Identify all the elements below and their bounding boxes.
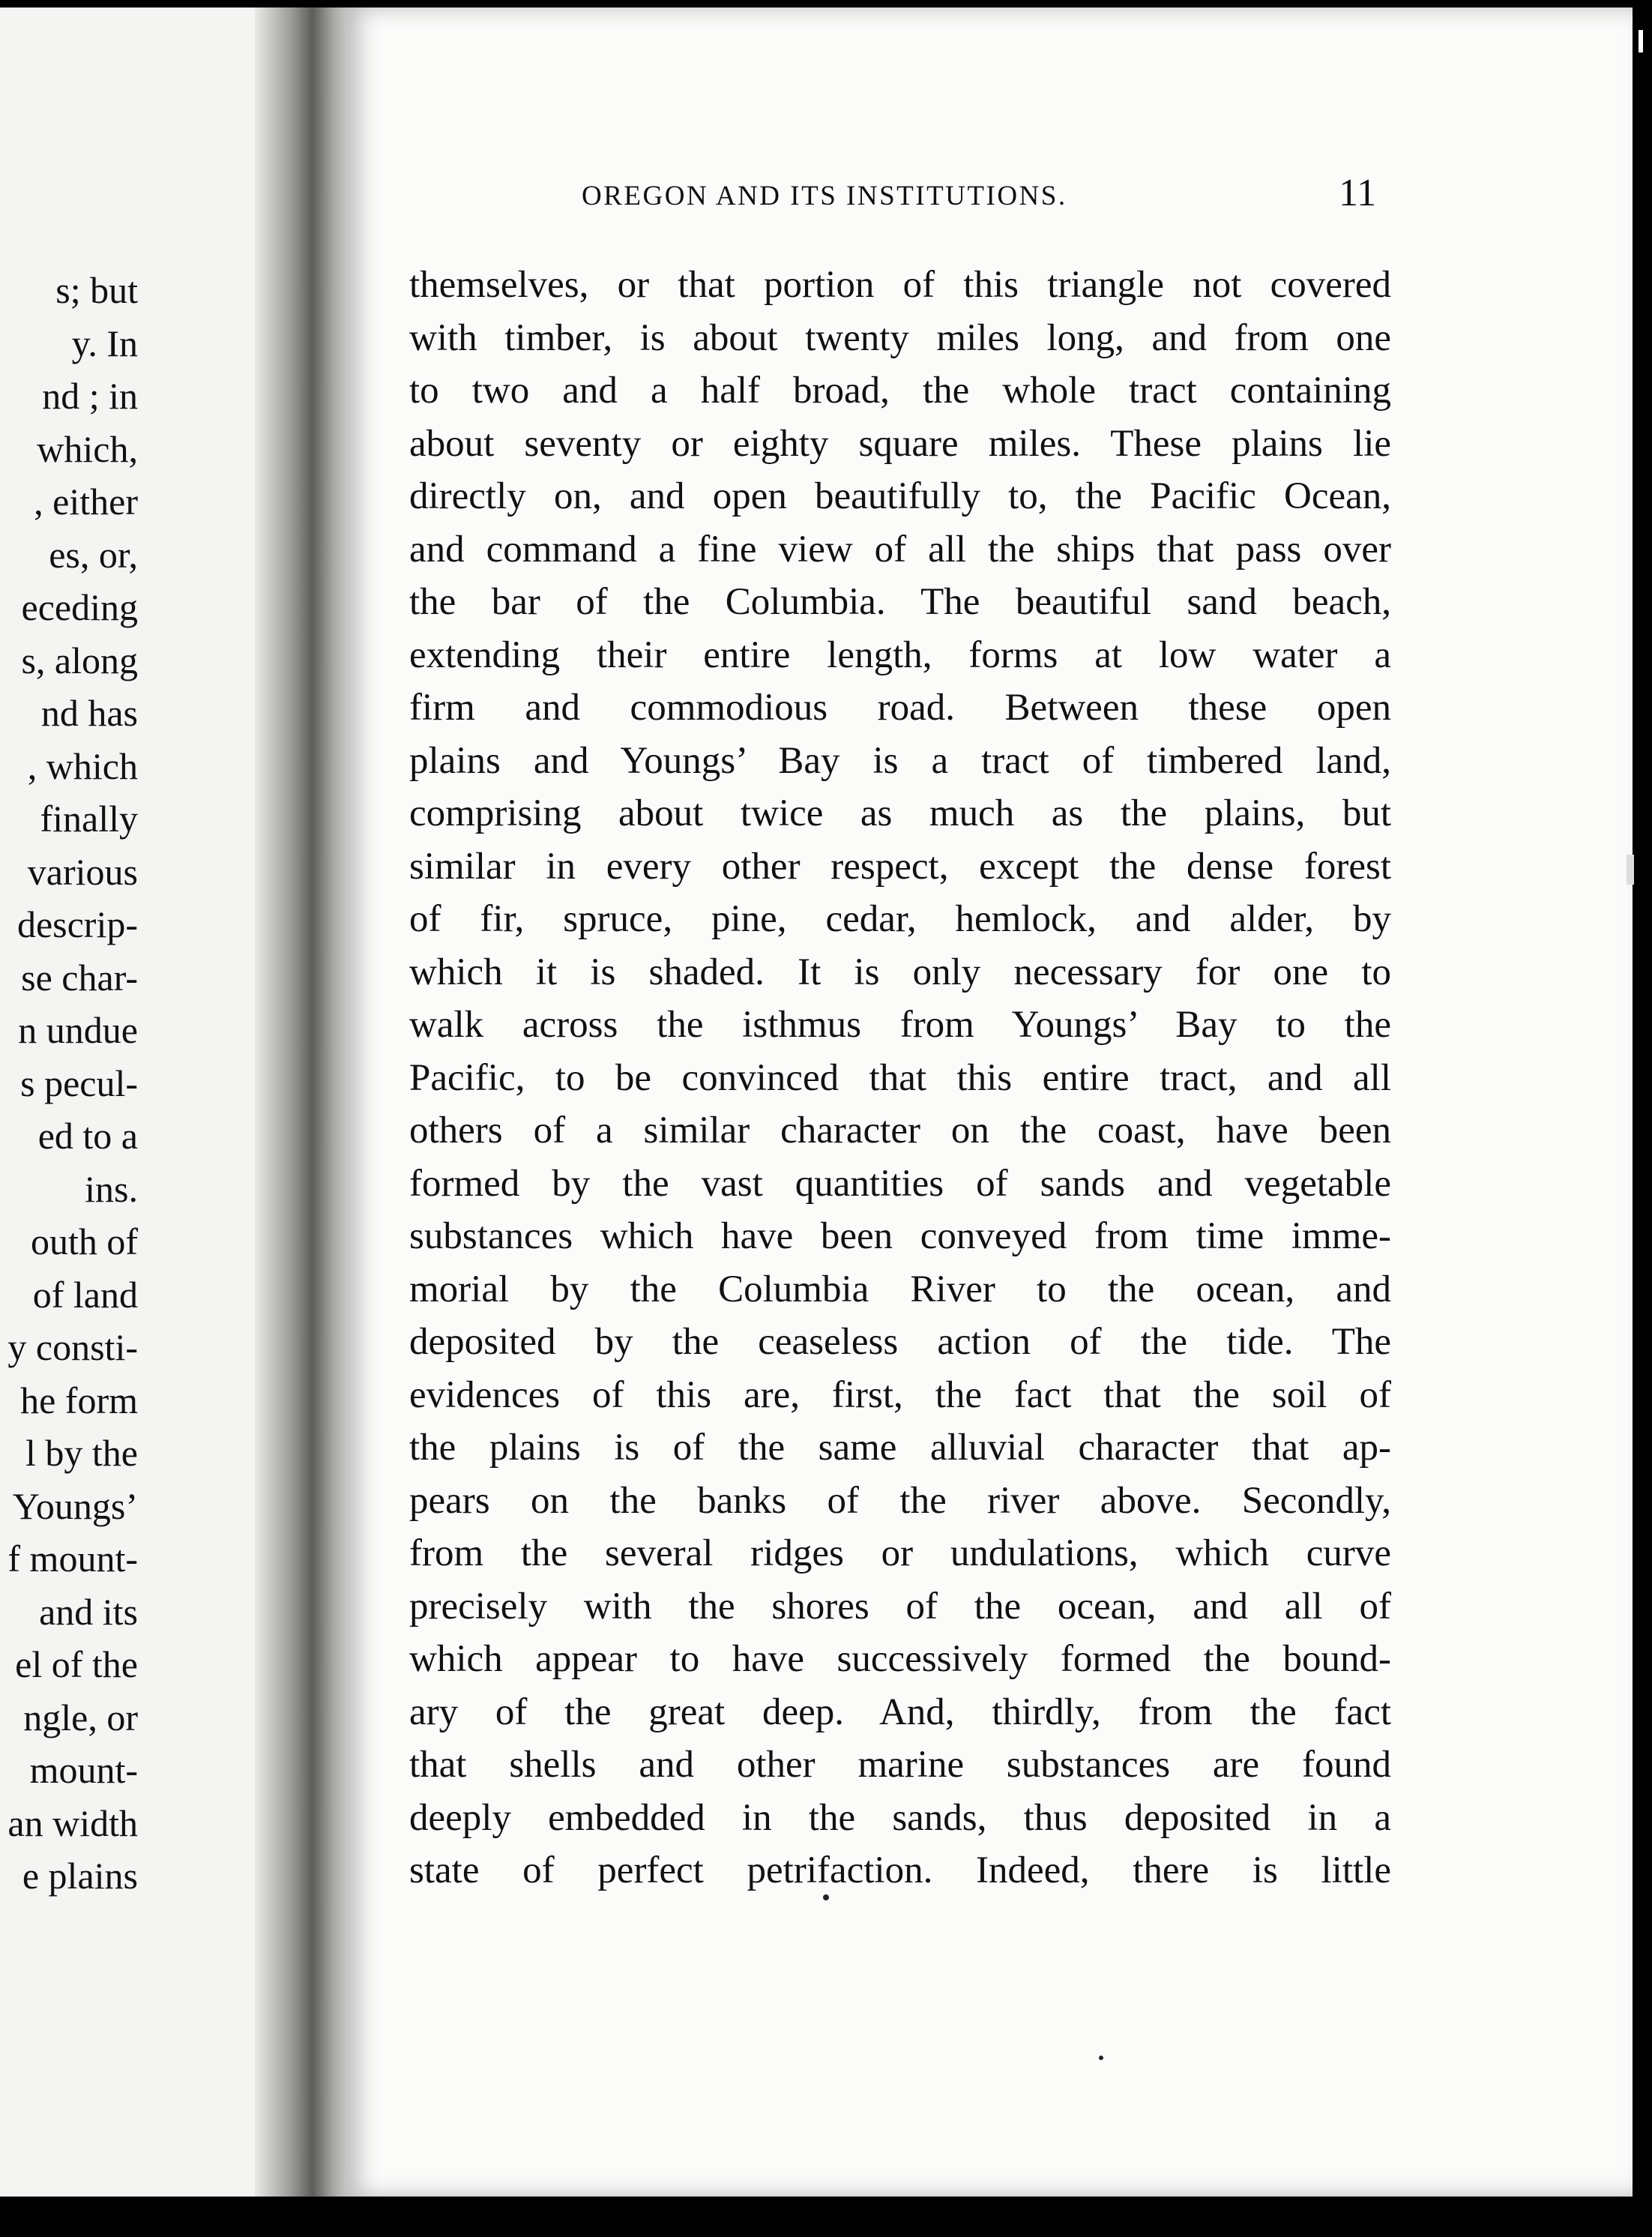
body-line: and command a fine view of all the ships that pass over: [409, 528, 1391, 570]
body-line: to two and a half broad, the whole tract containing: [409, 370, 1391, 412]
body-line: of fir, spruce, pine, cedar, hemlock, and alder, by: [409, 898, 1391, 940]
body-line: Pacific, to be convinced that this entire tract, and all: [409, 1056, 1391, 1099]
body-line: others of a similar character on the coast, have been: [409, 1110, 1391, 1151]
body-line: plains and Youngs’ Bay is a tract of timbered land,: [409, 739, 1391, 782]
left-page-line: se char-: [21, 956, 138, 999]
body-line: extending their entire length, forms at low water a: [409, 633, 1391, 676]
left-page-line: , either: [34, 481, 138, 523]
body-line: formed by the vast quantities of sands and vegetable: [409, 1162, 1391, 1205]
body-line: evidences of this are, first, the fact that the soil of: [409, 1373, 1391, 1416]
left-page-line: which,: [37, 427, 138, 470]
left-page-line: various: [27, 850, 138, 893]
body-line: precisely with the shores of the ocean, and all of: [409, 1585, 1391, 1628]
left-page-line: and its: [39, 1590, 138, 1633]
body-line: from the several ridges or undulations, which curve: [409, 1532, 1391, 1574]
left-page-line: descrip-: [16, 903, 138, 945]
body-line: firm and commodious road. Between these open: [409, 687, 1391, 729]
left-page-line: e plains: [22, 1855, 138, 1897]
page-number: 11: [1339, 172, 1377, 214]
body-line: about seventy or eighty square miles. These plains lie: [409, 422, 1391, 465]
body-line: directly on, and open beautifully to, the Pacific Ocean,: [409, 475, 1391, 517]
body-line: substances which have been conveyed from time imme-: [409, 1215, 1391, 1257]
body-line: similar in every other respect, except the dense forest: [409, 845, 1391, 888]
left-page-line: ngle, or: [23, 1696, 138, 1738]
scan-edge-mark: [1627, 855, 1634, 885]
left-page-line: mount-: [29, 1749, 138, 1791]
running-head: OREGON AND ITS INSTITUTIONS.: [582, 181, 1067, 211]
body-line: which it is shaded. It is only necessary for one to: [409, 951, 1391, 993]
body-text: [409, 259, 1391, 1897]
ink-speck: [823, 1894, 829, 1900]
ink-speck: [1099, 2056, 1103, 2060]
left-page-line: he form: [20, 1379, 138, 1421]
left-page-line: n undue: [18, 1009, 138, 1051]
body-line: pears on the banks of the river above. Secondly,: [409, 1479, 1391, 1522]
left-page-line: el of the: [15, 1643, 138, 1685]
left-page-line: l by the: [25, 1432, 138, 1474]
body-line: with timber, is about twenty miles long, and from one: [409, 316, 1391, 359]
body-line: the plains is of the same alluvial character that ap-: [409, 1427, 1391, 1469]
left-page-line: Youngs’: [12, 1484, 138, 1527]
left-page-line: eceding: [21, 586, 138, 628]
left-page-line: y. In: [71, 322, 138, 364]
body-line: which appear to have successively formed the bound-: [409, 1638, 1391, 1680]
left-page-line: nd ; in: [42, 375, 138, 417]
left-page-line: outh of: [30, 1220, 138, 1262]
body-line: ary of the great deep. And, thirdly, from the fact: [409, 1690, 1391, 1733]
left-page-line: , which: [27, 744, 138, 787]
left-page-line: es, or,: [49, 533, 138, 576]
body-line: themselves, or that portion of this triangle not covered: [409, 264, 1391, 306]
left-page-line: f mount-: [7, 1538, 138, 1580]
left-page-line: of land: [32, 1273, 138, 1316]
left-page-line: y consti-: [7, 1326, 138, 1368]
body-line: deposited by the ceaseless action of the tide. The: [409, 1321, 1391, 1363]
body-line: walk across the isthmus from Youngs’ Bay to the: [409, 1004, 1391, 1046]
body-line: morial by the Columbia River to the ocean, and: [409, 1268, 1391, 1310]
body-line: state of perfect petrifaction. Indeed, there is little: [409, 1849, 1391, 1891]
body-line: that shells and other marine substances are found: [409, 1744, 1391, 1786]
left-page-line: finally: [40, 798, 138, 840]
body-line: the bar of the Columbia. The beautiful sand beach,: [409, 581, 1391, 623]
scan-edge-mark: [1639, 30, 1643, 52]
left-page-line: s pecul-: [20, 1062, 138, 1104]
body-line: deeply embedded in the sands, thus deposited in a: [409, 1796, 1391, 1839]
book-gutter-shadow: [255, 7, 360, 2197]
left-page-line: ins.: [85, 1167, 138, 1210]
left-page-line: s; but: [55, 269, 138, 311]
left-page-line: s, along: [21, 639, 138, 681]
left-page-line: nd has: [40, 692, 138, 734]
body-line: comprising about twice as much as the plains, but: [409, 792, 1391, 834]
left-page-line: ed to a: [37, 1115, 138, 1157]
left-page-line: an width: [7, 1801, 138, 1844]
